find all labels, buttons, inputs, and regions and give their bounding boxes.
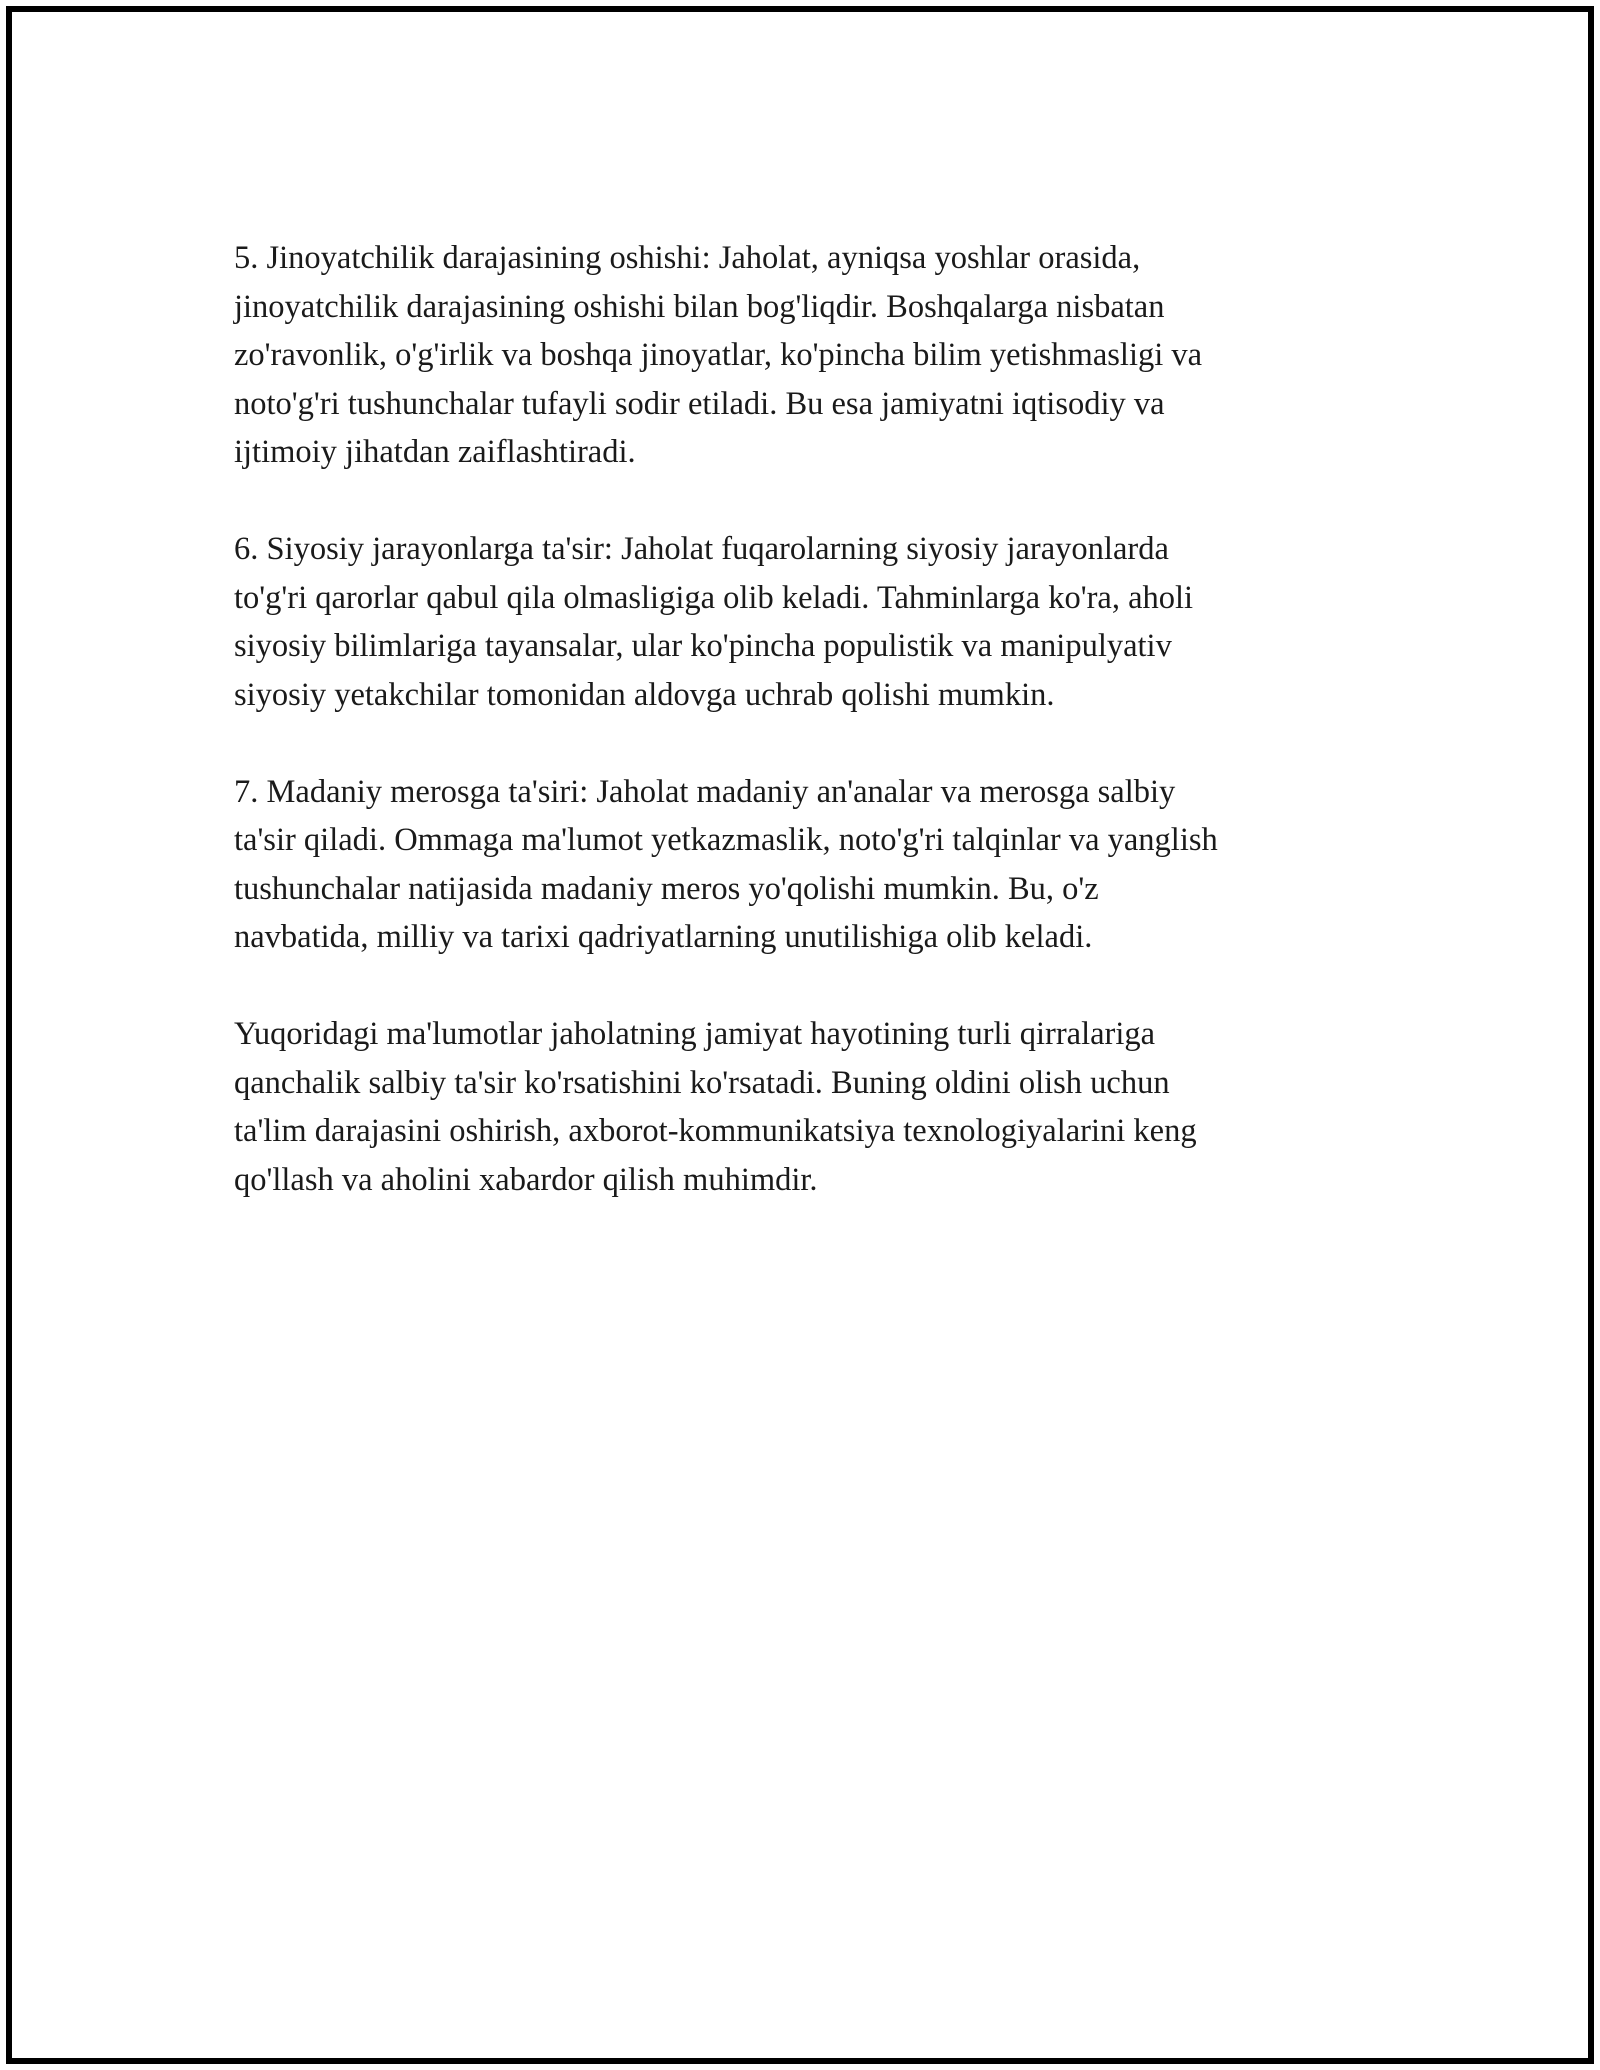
paragraph-cultural-heritage: 7. Madaniy merosga ta'siri: Jaholat madaniy an'analar va merosga salbiy ta'sir qiladi. Ommaga ma'lumot yetkazmaslik, noto'g'ri talqinlar va yanglish tushunchalar natijasida madaniy meros yo'qolishi mumkin. Bu, o'z navbatida, milliy va tarixi qadriyatlarning unutilishiga olib keladi.	[234, 773, 1218, 955]
paragraph-political-processes: 6. Siyosiy jarayonlarga ta'sir: Jaholat fuqarolarning siyosiy jarayonlarda to'g'ri qarorlar qabul qila olmasligiga olib keladi. Tahminlarga ko'ra, aholi siyosiy bilimlariga tayansalar, ular ko'pincha populistik va manipulyativ siyosiy yetakchilar tomonidan aldovga uchrab qolishi mumkin.	[234, 531, 1194, 713]
paragraph-crime-rate: 5. Jinoyatchilik darajasining oshishi: Jaholat, ayniqsa yoshlar orasida, jinoyatchilik darajasining oshishi bilan bog'liqdir. Boshqalarga nisbatan zo'ravonlik, o'g'irlik va boshqa jinoyatlar, ko'pincha bilim yetishmasligi va noto'g'ri tushunchalar tufayli sodir etiladi. Bu esa jamiyatni iqtisodiy va ijtimoiy jihatdan zaiflashtiradi.	[234, 240, 1203, 470]
paragraph-conclusion: Yuqoridagi ma'lumotlar jaholatning jamiyat hayotining turli qirralariga qanchalik salbiy ta'sir ko'rsatishini ko'rsatadi. Buning oldini olish uchun ta'lim darajasini oshirish, axborot-kommunikatsiya texnologiyalarini keng qo'llash va aholini xabardor qilish muhimdir.	[234, 1016, 1197, 1198]
document-body	[234, 234, 1364, 1253]
